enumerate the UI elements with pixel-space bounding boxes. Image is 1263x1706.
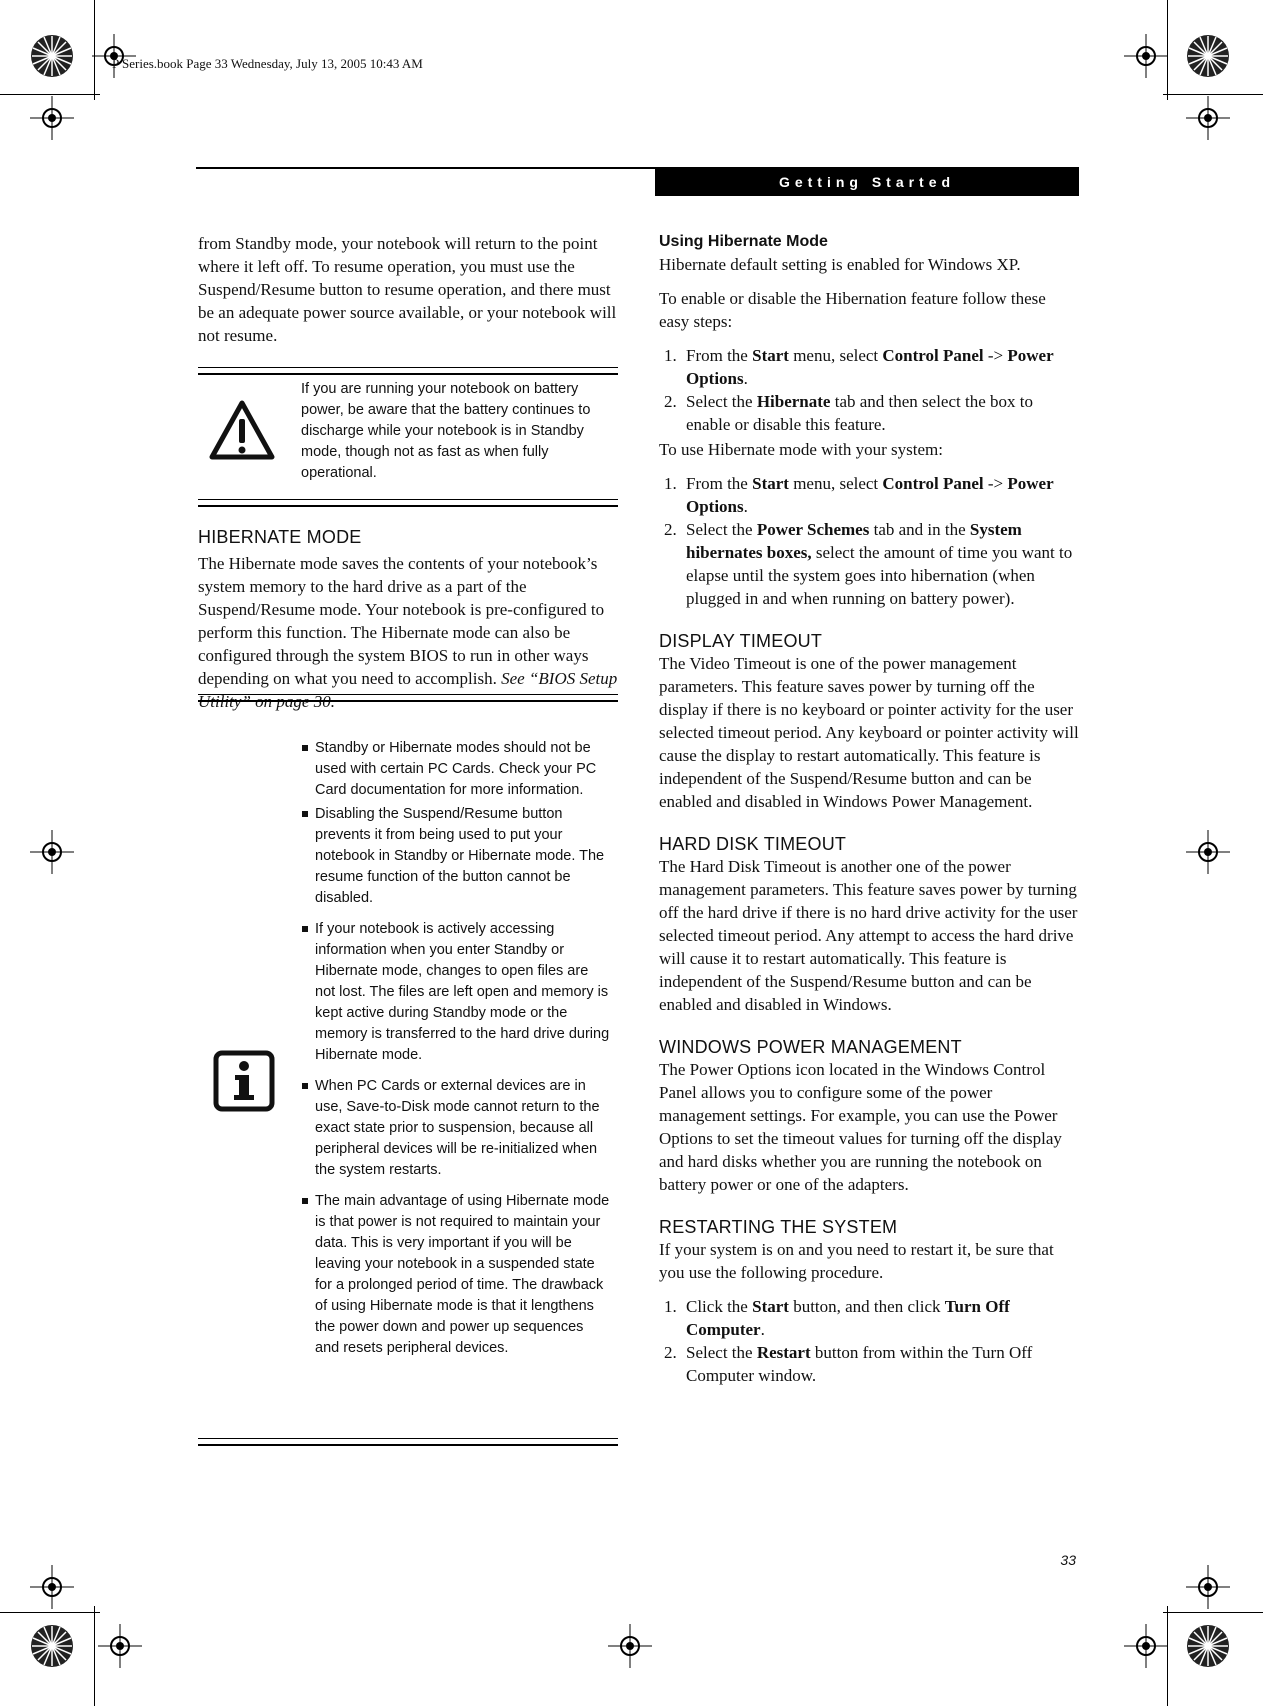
info-notes-list [301,738,611,1359]
right-column [659,231,1079,1387]
enable-step: 2. Select the Hibernate tab and then select the box to enable or disable this feature. [664,392,1033,434]
display-timeout-body: The Video Timeout is one of the power management parameters. This feature saves power by turning off the display if there is no keyboard or pointer activity for the user selected timeout period. Any keyboard or pointer activity will cause the display to restart automatically. This feature is independent of the Suspend/Resume button and can be enabled and disabled in Windows Power Management. [659,654,1079,811]
caution-rule-top [198,367,618,375]
caution-note: If you are running your notebook on battery power, be aware that the battery continues to discharge while your notebook is in Standby mode, though not as fast as when fully operational. [301,381,591,481]
enable-intro: To enable or disable the Hibernation feature follow these easy steps: [659,289,1046,331]
registration-target-icon [1124,34,1168,78]
hibernate-mode-heading: HIBERNATE MODE [198,527,362,547]
windows-power-management-heading: WINDOWS POWER MANAGEMENT [659,1037,962,1057]
starburst-mark-icon [1186,1624,1230,1668]
caution-rule-bottom [198,499,618,507]
info-note-item: The main advantage of using Hibernate mode is that power is not required to maintain your data. This is very important if you will be leaving your notebook in a suspended state for a prolonged period of time. The drawback of using Hibernate mode is that it lengthens the power down and power up sequences and resets peripheral devices. [301,1191,611,1359]
using-hibernate-heading: Using Hibernate Mode [659,233,828,250]
enable-step: 1. From the Start menu, select Control Panel -> Power Options. [664,346,1054,388]
registration-target-icon [98,1624,142,1668]
starburst-mark-icon [1186,34,1230,78]
info-note-item: If your notebook is actively accessing information when you enter Standby or Hibernate mode, changes to open files are not lost. The files are left open and memory is kept active during Standby mode or the memory is transferred to the hard drive during Hibernate mode. [301,919,611,1066]
use-step: 1. From the Start menu, select Control Panel -> Power Options. [664,474,1054,516]
info-rule-bottom [198,1438,618,1446]
intro-paragraph: from Standby mode, your notebook will return to the point where it left off. To resume operation, you must use the Suspend/Resume button to resume operation, and there must be an adequate power source available, or your notebook will not resume. [198,234,617,345]
registration-target-icon [1124,1624,1168,1668]
info-note-item: When PC Cards or external devices are in use, Save-to-Disk mode cannot return to the exact state prior to suspension, because all peripheral devices will be re-initialized when the system restarts. [301,1076,611,1181]
info-rule-top [198,694,618,702]
info-icon [213,1050,275,1112]
hibernate-mode-body [198,552,618,713]
page-number: 33 [1060,1552,1076,1568]
registration-target-icon [1186,96,1230,140]
bios-setup-reference: See “BIOS Setup Utility” on page 30. [198,669,618,711]
registration-target-icon [1186,830,1230,874]
use-intro: To use Hibernate mode with your system: [659,440,943,459]
restarting-intro: If your system is on and you need to restart it, be sure that you use the following procedure. [659,1240,1054,1282]
starburst-mark-icon [30,34,74,78]
running-header: Getting Started [655,167,1079,196]
hard-disk-timeout-body: The Hard Disk Timeout is another one of the power management parameters. This feature saves power by turning off the hard drive if there is no hard drive activity for the user selected timeout period. Any attempt to access the hard drive will cause it to restart automatically. This feature is independent of the Suspend/Resume button and can be enabled and disabled in Windows. [659,857,1078,1014]
hard-disk-timeout-heading: HARD DISK TIMEOUT [659,834,847,854]
info-note-item: Disabling the Suspend/Resume button prevents it from being used to put your notebook in Standby or Hibernate mode. The resume function of the button cannot be disabled. [301,804,611,909]
restart-steps [659,1295,1079,1387]
starburst-mark-icon [30,1624,74,1668]
info-note-item: Standby or Hibernate modes should not be used with certain PC Cards. Check your PC Card documentation for more information. [301,738,611,801]
registration-target-icon [1186,1565,1230,1609]
restart-step: 1. Click the Start button, and then click Turn Off Computer. [664,1297,1010,1339]
registration-target-icon [30,1565,74,1609]
use-step: 2. Select the Power Schemes tab and in the System hibernates boxes, select the amount of time you want to elapse until the system goes into hibernation (when plugged in and when running on battery power). [664,520,1073,608]
hibernate-default-text: Hibernate default setting is enabled for Windows XP. [659,255,1021,274]
registration-target-icon [30,96,74,140]
display-timeout-heading: DISPLAY TIMEOUT [659,631,823,651]
restart-step: 2. Select the Restart button from within the Turn Off Computer window. [664,1343,1033,1385]
print-slug: P Series.book Page 33 Wednesday, July 13, 2005 10:43 AM [112,56,423,71]
windows-power-management-body: The Power Options icon located in the Windows Control Panel allows you to configure some of the power management settings. For example, you can use the Power Options to set the timeout values for turning off the display and hard disks whether you are running the notebook on battery power or one of the adapters. [659,1060,1062,1194]
registration-target-icon [608,1624,652,1668]
hibernate-mode-text: The Hibernate mode saves the contents of your notebook’s system memory to the hard drive as a part of the Suspend/Resume mode. Your notebook is pre-configured to perform this function. The Hibernate mode can also be configured through the system BIOS to run in other ways depending on what you need to accomplish. [198,554,605,688]
registration-target-icon [30,830,74,874]
use-steps [659,472,1079,610]
header-rule [196,167,655,169]
enable-steps [659,344,1079,436]
caution-icon [209,400,275,460]
restarting-heading: RESTARTING THE SYSTEM [659,1217,898,1237]
